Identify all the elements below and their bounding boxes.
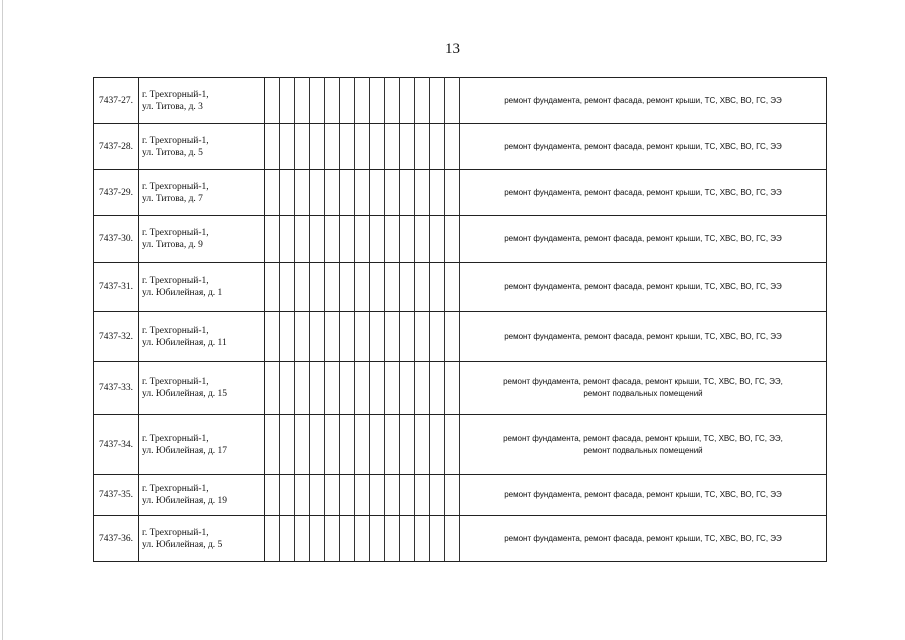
empty-cell: [445, 362, 460, 415]
empty-cell: [310, 475, 325, 516]
table-row: [94, 415, 827, 475]
address-cell: [139, 415, 265, 475]
repair-works-text: ремонт фундамента, ремонт фасада, ремонт крыши, ТС, ХВС, ВО, ГС, ЭЭ: [504, 95, 782, 105]
table-row: [94, 124, 827, 170]
empty-cell: [370, 415, 385, 475]
empty-cell: [355, 263, 370, 312]
repair-works-cell: [460, 362, 827, 415]
empty-cell: [295, 263, 310, 312]
address-city: г. Трехгорный-1,: [142, 377, 209, 387]
empty-cell: [370, 170, 385, 216]
row-number: 7437-29.: [94, 170, 139, 216]
empty-cell: [265, 415, 280, 475]
table-row: [94, 475, 827, 516]
address-cell: [139, 475, 265, 516]
empty-cell: [325, 516, 340, 562]
table-row: [94, 312, 827, 362]
empty-cell: [415, 415, 430, 475]
empty-cell: [400, 516, 415, 562]
empty-cell: [445, 312, 460, 362]
empty-cell: [445, 516, 460, 562]
empty-cell: [400, 78, 415, 124]
row-number: 7437-34.: [94, 415, 139, 475]
empty-cell: [355, 362, 370, 415]
empty-cell: [355, 415, 370, 475]
address-cell: [139, 78, 265, 124]
address-cell: [139, 216, 265, 263]
empty-cell: [310, 216, 325, 263]
empty-cell: [385, 170, 400, 216]
empty-cell: [400, 312, 415, 362]
empty-cell: [385, 78, 400, 124]
repair-works-text-continued: ремонт подвальных помещений: [583, 445, 703, 455]
repair-works-cell: [460, 516, 827, 562]
empty-cell: [310, 124, 325, 170]
empty-cell: [400, 170, 415, 216]
address-cell: [139, 516, 265, 562]
empty-cell: [310, 415, 325, 475]
table-row: [94, 216, 827, 263]
empty-cell: [415, 312, 430, 362]
address-street: ул. Юбилейная, д. 19: [142, 496, 228, 506]
empty-cell: [340, 415, 355, 475]
repair-works-cell: [460, 415, 827, 475]
empty-cell: [325, 362, 340, 415]
empty-cell: [430, 263, 445, 312]
empty-cell: [280, 78, 295, 124]
empty-cell: [295, 415, 310, 475]
empty-cell: [415, 216, 430, 263]
row-number: 7437-28.: [94, 124, 139, 170]
empty-cell: [385, 516, 400, 562]
address-street: ул. Титова, д. 5: [142, 147, 203, 158]
empty-cell: [370, 263, 385, 312]
address-city: г. Трехгорный-1,: [142, 276, 209, 286]
empty-cell: [310, 170, 325, 216]
repair-works-cell: [460, 263, 827, 312]
empty-cell: [280, 312, 295, 362]
table-row: [94, 263, 827, 312]
table-row: [94, 170, 827, 216]
housing-repair-table: [93, 77, 827, 562]
empty-cell: [400, 475, 415, 516]
empty-cell: [325, 475, 340, 516]
empty-cell: [415, 170, 430, 216]
repair-works-text: ремонт фундамента, ремонт фасада, ремонт крыши, ТС, ХВС, ВО, ГС, ЭЭ: [504, 490, 782, 499]
address-street: ул. Юбилейная, д. 15: [142, 389, 228, 399]
empty-cell: [265, 216, 280, 263]
empty-cell: [310, 312, 325, 362]
empty-cell: [385, 312, 400, 362]
address-street: ул. Титова, д. 7: [142, 193, 203, 204]
repair-works-text: ремонт фундамента, ремонт фасада, ремонт крыши, ТС, ХВС, ВО, ГС, ЭЭ: [504, 282, 782, 291]
empty-cell: [295, 216, 310, 263]
empty-cell: [385, 362, 400, 415]
repair-works-cell: [460, 216, 827, 263]
repair-works-text: ремонт фундамента, ремонт фасада, ремонт крыши, ТС, ХВС, ВО, ГС, ЭЭ,: [503, 433, 783, 443]
empty-cell: [445, 216, 460, 263]
empty-cell: [340, 216, 355, 263]
table-row: [94, 78, 827, 124]
row-number: 7437-33.: [94, 362, 139, 415]
empty-cell: [325, 124, 340, 170]
address-street: ул. Юбилейная, д. 5: [142, 539, 223, 550]
row-number: 7437-31.: [94, 263, 139, 312]
empty-cell: [430, 415, 445, 475]
address-cell: [139, 362, 265, 415]
empty-cell: [325, 170, 340, 216]
address-cell: [139, 124, 265, 170]
repair-works-text-continued: ремонт подвальных помещений: [583, 389, 703, 398]
empty-cell: [355, 516, 370, 562]
empty-cell: [310, 362, 325, 415]
empty-cell: [415, 516, 430, 562]
empty-cell: [415, 475, 430, 516]
repair-works-text: ремонт фундамента, ремонт фасада, ремонт крыши, ТС, ХВС, ВО, ГС, ЭЭ: [504, 141, 782, 151]
address-city: г. Трехгорный-1,: [142, 181, 209, 192]
empty-cell: [280, 170, 295, 216]
empty-cell: [280, 216, 295, 263]
empty-cell: [445, 475, 460, 516]
empty-cell: [325, 78, 340, 124]
row-number: 7437-32.: [94, 312, 139, 362]
empty-cell: [385, 415, 400, 475]
empty-cell: [385, 124, 400, 170]
empty-cell: [370, 124, 385, 170]
empty-cell: [370, 312, 385, 362]
address-cell: [139, 263, 265, 312]
empty-cell: [280, 124, 295, 170]
empty-cell: [295, 475, 310, 516]
empty-cell: [415, 263, 430, 312]
empty-cell: [370, 475, 385, 516]
empty-cell: [280, 263, 295, 312]
row-number: 7437-35.: [94, 475, 139, 516]
empty-cell: [340, 475, 355, 516]
empty-cell: [355, 475, 370, 516]
address-cell: [139, 312, 265, 362]
address-city: г. Трехгорный-1,: [142, 527, 209, 538]
address-city: г. Трехгорный-1,: [142, 325, 209, 336]
empty-cell: [340, 263, 355, 312]
empty-cell: [385, 475, 400, 516]
empty-cell: [265, 78, 280, 124]
row-number: 7437-30.: [94, 216, 139, 263]
empty-cell: [430, 124, 445, 170]
repair-works-cell: [460, 78, 827, 124]
empty-cell: [370, 78, 385, 124]
address-city: г. Трехгорный-1,: [142, 484, 209, 494]
empty-cell: [400, 263, 415, 312]
empty-cell: [265, 516, 280, 562]
empty-cell: [370, 362, 385, 415]
repair-works-cell: [460, 124, 827, 170]
address-street: ул. Титова, д. 3: [142, 101, 203, 112]
repair-works-text: ремонт фундамента, ремонт фасада, ремонт крыши, ТС, ХВС, ВО, ГС, ЭЭ: [504, 331, 782, 341]
repair-works-text: ремонт фундамента, ремонт фасада, ремонт крыши, ТС, ХВС, ВО, ГС, ЭЭ: [504, 533, 782, 543]
address-street: ул. Юбилейная, д. 11: [142, 337, 227, 348]
empty-cell: [430, 312, 445, 362]
empty-cell: [295, 312, 310, 362]
empty-cell: [340, 124, 355, 170]
empty-cell: [295, 78, 310, 124]
empty-cell: [430, 475, 445, 516]
table-row: [94, 516, 827, 562]
empty-cell: [310, 78, 325, 124]
empty-cell: [445, 124, 460, 170]
empty-cell: [340, 312, 355, 362]
address-city: г. Трехгорный-1,: [142, 433, 209, 444]
address-city: г. Трехгорный-1,: [142, 89, 209, 100]
empty-cell: [355, 170, 370, 216]
empty-cell: [430, 516, 445, 562]
empty-cell: [370, 516, 385, 562]
empty-cell: [430, 170, 445, 216]
empty-cell: [265, 312, 280, 362]
empty-cell: [310, 516, 325, 562]
address-street: ул. Юбилейная, д. 1: [142, 288, 223, 298]
row-number: 7437-27.: [94, 78, 139, 124]
empty-cell: [400, 362, 415, 415]
empty-cell: [340, 516, 355, 562]
address-street: ул. Юбилейная, д. 17: [142, 445, 228, 456]
empty-cell: [385, 263, 400, 312]
repair-works-text: ремонт фундамента, ремонт фасада, ремонт крыши, ТС, ХВС, ВО, ГС, ЭЭ: [504, 234, 782, 243]
empty-cell: [415, 124, 430, 170]
empty-cell: [265, 362, 280, 415]
empty-cell: [355, 312, 370, 362]
empty-cell: [445, 78, 460, 124]
empty-cell: [325, 312, 340, 362]
empty-cell: [280, 516, 295, 562]
empty-cell: [340, 170, 355, 216]
empty-cell: [385, 216, 400, 263]
empty-cell: [340, 362, 355, 415]
empty-cell: [430, 362, 445, 415]
table-row: [94, 362, 827, 415]
empty-cell: [280, 415, 295, 475]
empty-cell: [430, 216, 445, 263]
empty-cell: [325, 263, 340, 312]
repair-works-cell: [460, 312, 827, 362]
empty-cell: [400, 216, 415, 263]
repair-works-text: ремонт фундамента, ремонт фасада, ремонт крыши, ТС, ХВС, ВО, ГС, ЭЭ,: [503, 377, 783, 386]
empty-cell: [415, 362, 430, 415]
empty-cell: [295, 170, 310, 216]
empty-cell: [265, 170, 280, 216]
address-city: г. Трехгорный-1,: [142, 228, 209, 238]
empty-cell: [295, 124, 310, 170]
address-city: г. Трехгорный-1,: [142, 135, 209, 146]
empty-cell: [400, 415, 415, 475]
empty-cell: [445, 170, 460, 216]
empty-cell: [265, 475, 280, 516]
empty-cell: [325, 415, 340, 475]
empty-cell: [430, 78, 445, 124]
address-cell: [139, 170, 265, 216]
empty-cell: [445, 263, 460, 312]
empty-cell: [370, 216, 385, 263]
empty-cell: [340, 78, 355, 124]
empty-cell: [295, 362, 310, 415]
repair-works-cell: [460, 475, 827, 516]
empty-cell: [355, 124, 370, 170]
scan-edge-line: [2, 0, 3, 640]
empty-cell: [280, 362, 295, 415]
repair-works-text: ремонт фундамента, ремонт фасада, ремонт крыши, ТС, ХВС, ВО, ГС, ЭЭ: [504, 187, 782, 197]
empty-cell: [325, 216, 340, 263]
empty-cell: [265, 263, 280, 312]
empty-cell: [400, 124, 415, 170]
empty-cell: [415, 78, 430, 124]
repair-works-cell: [460, 170, 827, 216]
row-number: 7437-36.: [94, 516, 139, 562]
empty-cell: [295, 516, 310, 562]
empty-cell: [280, 475, 295, 516]
address-street: ул. Титова, д. 9: [142, 240, 203, 250]
empty-cell: [445, 415, 460, 475]
empty-cell: [355, 216, 370, 263]
empty-cell: [265, 124, 280, 170]
page-number: 13: [445, 41, 460, 57]
empty-cell: [310, 263, 325, 312]
empty-cell: [355, 78, 370, 124]
